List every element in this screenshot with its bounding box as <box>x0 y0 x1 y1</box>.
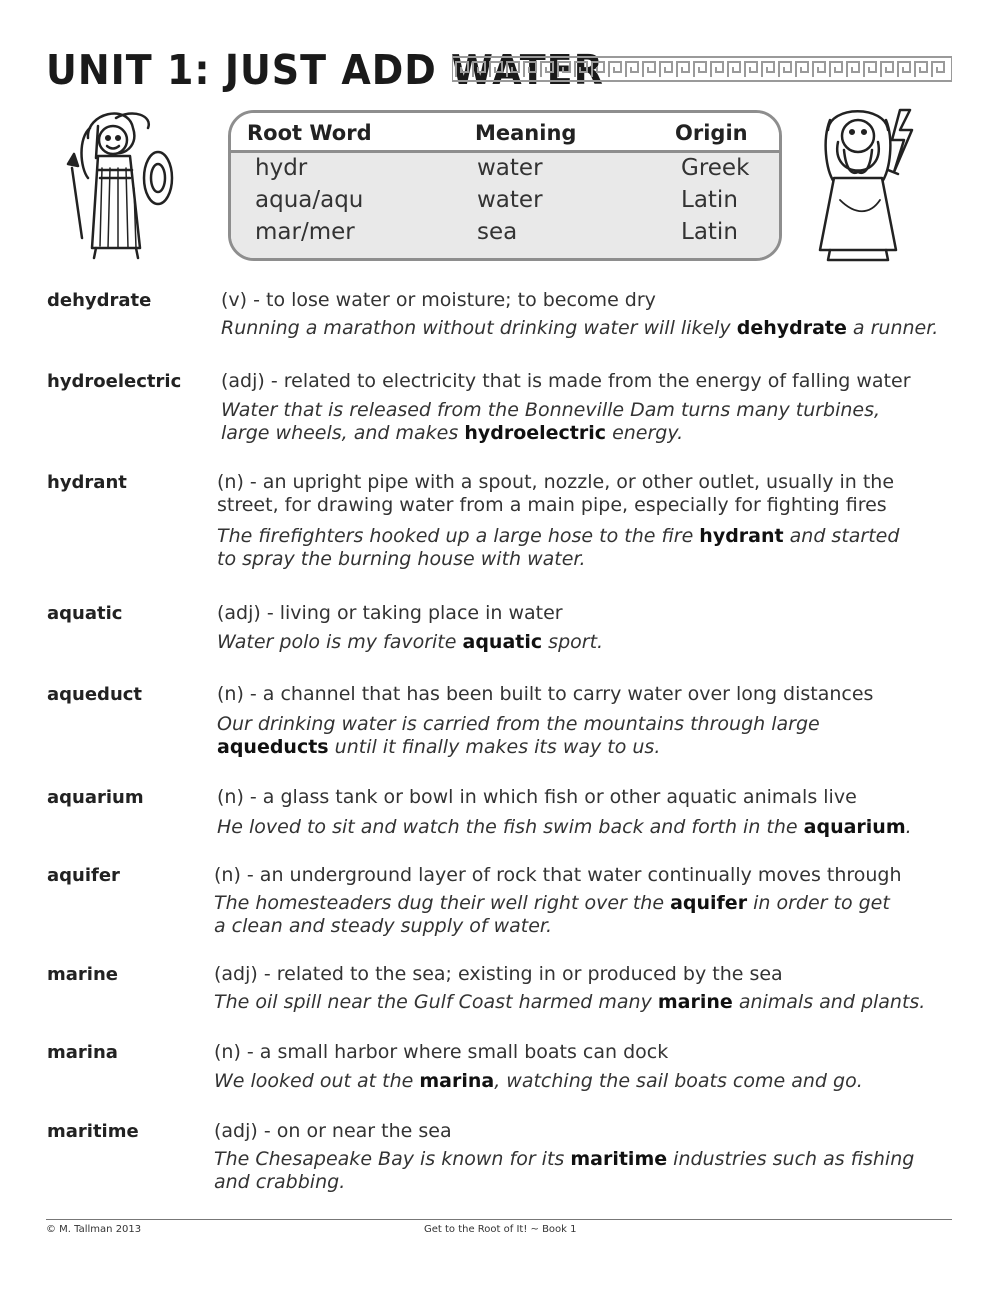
table-cell: Latin <box>681 187 738 213</box>
entry-word: aquifer <box>47 865 120 886</box>
footer-copyright: © M. Tallman 2013 <box>46 1224 142 1235</box>
entry-definition: (adj) - related to the sea; existing in or produced by the sea <box>214 963 783 985</box>
header-meaning: Meaning <box>475 121 577 145</box>
entry-word: hydroelectric <box>47 371 182 392</box>
table-cell: water <box>477 187 543 213</box>
entry-definition: (n) - a small harbor where small boats can dock <box>214 1041 669 1063</box>
entry-definition: (adj) - related to electricity that is made from the energy of falling water <box>221 370 911 392</box>
root-words-table <box>228 110 782 261</box>
entry-word: marina <box>47 1042 118 1063</box>
entry-definition: (v) - to lose water or moisture; to become dry <box>221 289 656 311</box>
entry-example: The Chesapeake Bay is known for its maritime industries such as fishing and crabbing. <box>214 1148 915 1193</box>
entry-example: The homesteaders dug their well right over the aquifer in order to get a clean and steady supply of water. <box>214 892 890 937</box>
entry-definition: (n) - a channel that has been built to carry water over long distances <box>217 683 874 705</box>
footer-divider <box>46 1219 952 1220</box>
table-cell: water <box>477 155 543 181</box>
entry-word: aqueduct <box>47 684 143 705</box>
entry-example: He loved to sit and watch the fish swim back and forth in the aquarium. <box>217 816 912 838</box>
greek-warrior-girl-illustration <box>58 98 198 268</box>
entry-example: The oil spill near the Gulf Coast harmed many marine animals and plants. <box>214 991 926 1013</box>
header-root-word: Root Word <box>247 121 372 145</box>
table-cell: sea <box>477 219 518 245</box>
entry-definition: (adj) - living or taking place in water <box>217 602 563 624</box>
table-body <box>231 153 779 258</box>
entry-example: We looked out at the marina, watching the sail boats come and go. <box>214 1070 863 1092</box>
entry-word: marine <box>47 964 118 985</box>
entry-word: hydrant <box>47 472 127 493</box>
zeus-illustration <box>800 100 930 270</box>
header-origin: Origin <box>675 121 748 145</box>
page-title: UNIT 1: JUST ADD WATER <box>46 46 604 94</box>
entry-example: Our drinking water is carried from the mountains through large aqueducts until it finally makes its way to us. <box>217 713 820 758</box>
entry-word: aquarium <box>47 787 144 808</box>
greek-key-border <box>452 56 952 82</box>
entry-example: The firefighters hooked up a large hose to the fire hydrant and started to spray the burning house with water. <box>217 525 900 570</box>
entry-definition: (n) - an upright pipe with a spout, nozzle, or other outlet, usually in the street, for drawing water from a main pipe, especially for fighting fires <box>217 471 895 516</box>
table-header-row <box>231 113 779 153</box>
entry-example: Water that is released from the Bonneville Dam turns many turbines, large wheels, and makes hydroelectric energy. <box>221 399 881 444</box>
table-cell: mar/mer <box>255 219 355 245</box>
entry-word: aquatic <box>47 603 123 624</box>
entry-definition: (n) - an underground layer of rock that water continually moves through <box>214 864 902 886</box>
table-cell: Greek <box>681 155 750 181</box>
table-cell: hydr <box>255 155 308 181</box>
entry-definition: (adj) - on or near the sea <box>214 1120 452 1142</box>
entry-word: maritime <box>47 1121 139 1142</box>
entry-example: Water polo is my favorite aquatic sport. <box>217 631 604 653</box>
entry-example: Running a marathon without drinking water will likely dehydrate a runner. <box>221 317 939 339</box>
footer-book-title: Get to the Root of It! ~ Book 1 <box>424 1224 577 1235</box>
table-cell: aqua/aqu <box>255 187 364 213</box>
entry-word: dehydrate <box>47 290 152 311</box>
table-cell: Latin <box>681 219 738 245</box>
entry-definition: (n) - a glass tank or bowl in which fish or other aquatic animals live <box>217 786 857 808</box>
